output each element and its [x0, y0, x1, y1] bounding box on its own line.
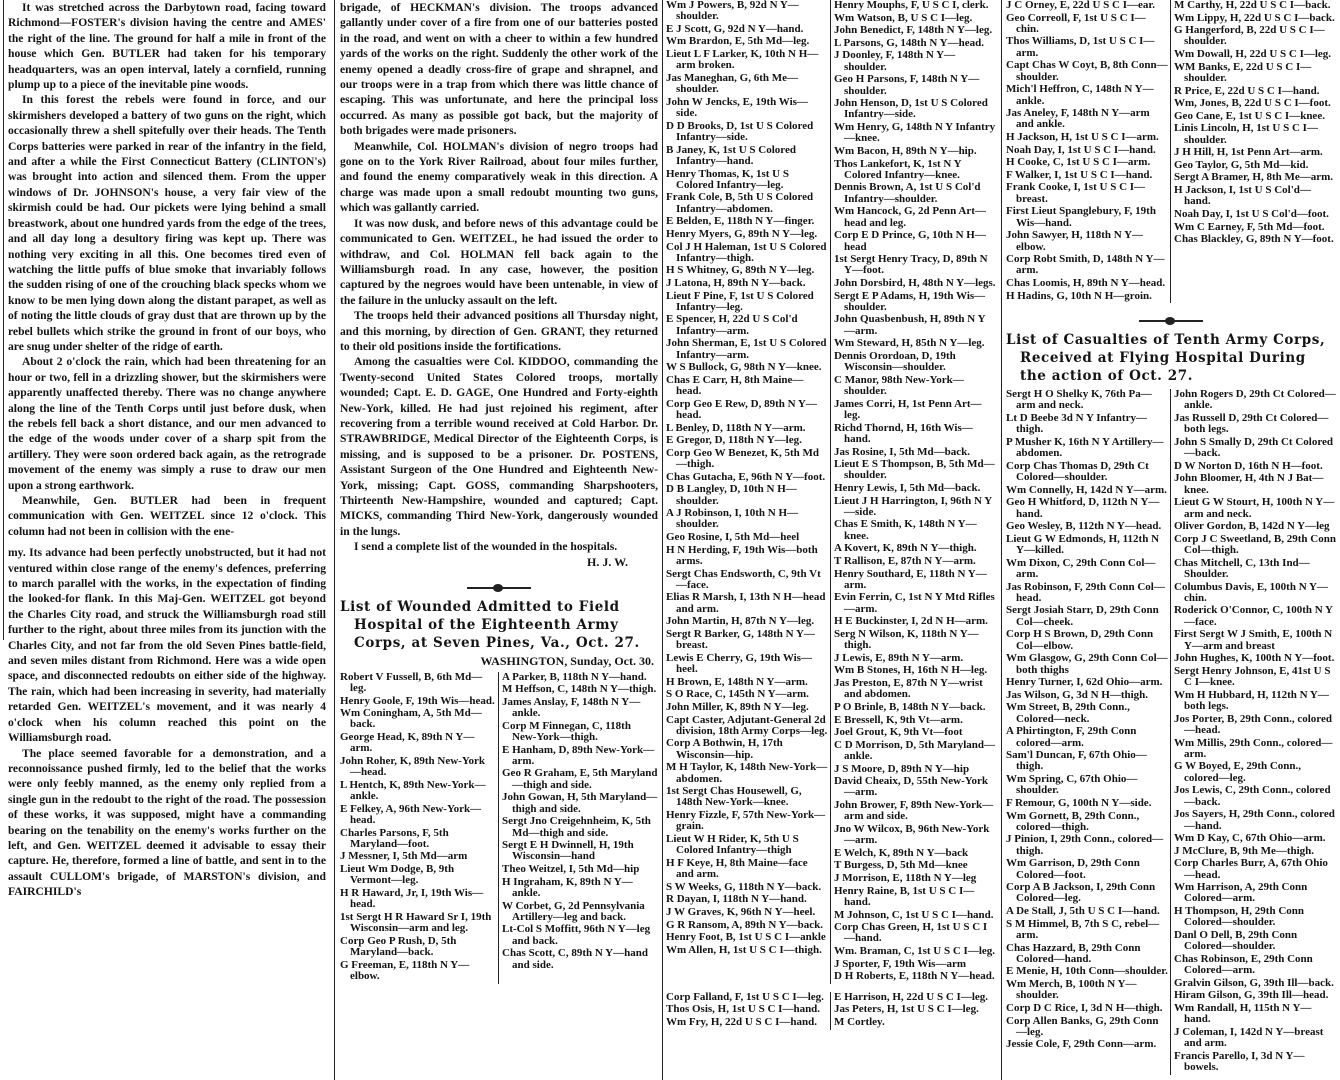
column-rule [1001, 0, 1002, 1080]
list-entry: Sam'l Duncan, F, 67th Ohio—thigh. [1006, 749, 1147, 773]
list-entry: 1st Sergt H R Haward Sr I, 19th Wisconsin—arm and leg. [340, 910, 492, 935]
list-entry: Geo Taylor, G, 5th Md—kid. [1174, 158, 1309, 171]
column-rule [662, 0, 663, 1080]
list-entry: Gralvin Gilson, G, 39th Ill—back. [1174, 976, 1334, 989]
list-entry: Jos Lewis, C, 29th Conn., colored—back. [1174, 784, 1331, 808]
list-entry: G W Boyed, E, 29th Conn., colored—leg. [1174, 760, 1302, 784]
dateline: WASHINGTON, Sunday, Oct. 30. [480, 653, 654, 668]
list-entry: Jas Preston, E, 87th N Y—wrist and abdomen. [834, 677, 983, 701]
list-entry: J H Hill, H, 1st Penn Art—arm. [1174, 146, 1323, 159]
list-entry: Joel Grout, K, 9th Vt—foot [834, 726, 963, 739]
list-entry: Henry Thomas, K, 1st U S Colored Infantry—leg. [666, 167, 789, 191]
list-entry: Corp H S Brown, D, 29th Conn Col—elbow. [1006, 628, 1154, 652]
list-entry: J S Moore, D, 89th N Y—hip [834, 762, 970, 775]
list-entry: J Coleman, I, 142d N Y—breast and arm. [1174, 1025, 1324, 1050]
list-entry: Jno W Wilcox, B, 96th New-York—arm. [834, 822, 990, 847]
list-entry: A De Stall, J, 5th U S C I—hand. [1006, 905, 1160, 918]
list-entry: Jos Porter, B, 29th Conn., colored—head. [1174, 712, 1332, 736]
paragraph: The place seemed favorable for a demonstration, and a reconnoissance pushed firmly, led to the belief that the works were only feebly manned, as the enemy only replied from a single gun in the redoubt to the right of the road. The possession of these works, it was supposed, might have a commanding bearing on the tenability on the enemy's works further on the left, and Gen. WEITZEL deemed it advisable to essay their capture. He, therefore, formed a line of battle, and sent in to the assault CULLOM's brigade, of MARSTON's division, and FAIRCHILD's [8, 746, 326, 899]
list-right-column [831, 992, 996, 1030]
list-entry: Geo Wesley, B, 112th N Y—head. [1006, 520, 1162, 533]
list-entry: H Brown, E, 148th N Y—arm. [666, 675, 808, 688]
list-entry: G Hangerford, B, 22d U S C I—shoulder. [1174, 24, 1325, 48]
list-entry: Oliver Gordon, B, 142d N Y—leg [1174, 520, 1330, 533]
list-entry: John Benedict, F, 148th N Y—leg. [834, 24, 993, 37]
list-entry: Geo H Parsons, F, 148th N Y—shoulder. [834, 73, 980, 97]
list-entry: H R Haward, Jr, I, 19th Wis—head. [340, 886, 484, 911]
list-entry: W Corbet, G, 2d Pennsylvania Artillery—leg and back. [502, 899, 645, 923]
list-entry: Lieut W H Rider, K, 5th U S Colored Infantry—thigh [666, 832, 799, 857]
list-entry: John W Jencks, E, 19th Wis—side. [666, 95, 808, 120]
list-entry: E J Scott, G, 92d N Y—hand. [666, 22, 804, 35]
list-entry: H N Herding, F, 19th Wis—both arms. [666, 543, 818, 567]
casualty-list [1006, 389, 1336, 1074]
list-entry: L Parsons, G, 148th N Y—head. [834, 36, 984, 49]
list-entry: Wm C Earney, F, 5th Md—foot. [1174, 220, 1325, 233]
list-entry: Roderick O'Connor, C, 100th N Y—face. [1174, 604, 1334, 628]
list-entry: H Thompson, H, 29th Conn Colored—shoulder. [1174, 905, 1305, 929]
list-entry: Dennis Orordoan, D, 19th Wisconsin—shoulder. [834, 349, 956, 374]
list-entry: Wm H Hubbard, H, 112th N Y—both legs. [1174, 688, 1329, 713]
paragraph: It was stretched across the Darbytown road, facing toward Richmond—FOSTER's division having the centre and AMES' the right of the line. The ground for half a mile in front of the house which Gen. BUTLER had taken for his temporary headquarters, was an open interval, lately a cornfield, running plump up to a piece of the inevitable pine woods. [8, 1, 326, 92]
list-entry: J Lewis, E, 89th N Y—arm. [834, 651, 964, 664]
list-entry: Sergt E P Adams, H, 19th Wis—shoulder. [834, 289, 986, 313]
wounded-list [1006, 0, 1336, 303]
list-entry: J W Graves, K, 96th N Y—heel. [666, 905, 816, 918]
list-entry: Henry Myers, G, 89th N Y—leg. [666, 227, 818, 240]
list-entry: John Brower, F, 89th New-York—arm and side. [834, 799, 994, 823]
list-entry: John Quasbenbush, H, 89th N Y—arm. [834, 313, 986, 337]
paragraph: brigade, of HECKMAN's division. The troops advanced gallantly under cover of a fire from one of our batteries posted in the road, and went on with a cheer to within a few hundred yards of the works on the right. Suddenly the other work of the enemy opened a deadly cross-fire of grape and shrapnel, and our troops were in a trap from which there was little chance of escaping. This was unfortunate, and here the principal loss occurred. As many as possible got back, but the majority of both brigades were made prisoners. [340, 1, 658, 138]
list-entry: John Rogers D, 29th Ct Colored—ankle. [1174, 388, 1336, 412]
list-entry: H Jackson, I, 1st U S Col'd—hand. [1174, 184, 1311, 208]
list-entry: Wm Millis, 29th Conn., colored—arm. [1174, 736, 1333, 760]
list-entry: J Latona, H, 89th N Y—back. [666, 276, 806, 289]
paragraph: About 2 o'clock the rain, which had been threatening for an hour or two, fell in a drizzling shower, but the skirmishers were apparently unaffected thereby. There was no change anywhere along the line of the Tenth Corps until just before dusk, when the rebels fell back a short distance, and our men advanced to the edge of the woods under cover of a sharp spit from the artillery. They were soon ordered back again, as the retrograde movement of the enemy was simply a ruse to draw our men upon a strong earthwork. [8, 355, 326, 492]
list-entry: John Bloomer, H, 4th N J Bat—knee. [1174, 472, 1324, 496]
list-entry: Linis Lincoln, H, 1st U S C I—shoulder. [1174, 122, 1318, 146]
list-entry: Jas Maneghan, G, 6th Me—shoulder. [666, 71, 798, 96]
list-entry: Lieut Wm Dodge, B, 9th Vermont—leg. [340, 863, 455, 887]
list-entry: Lt D Beebe 3d N Y Infantry—thigh. [1006, 412, 1147, 436]
list-entry: Serg N Wilson, K, 118th N Y—thigh. [834, 627, 979, 652]
list-entry: A J Robinson, I, 10th N H—shoulder. [666, 507, 799, 531]
list-entry: P O Brinle, B, 148th N Y—back. [834, 700, 986, 713]
list-entry: Chas Hazzard, B, 29th Conn Colored—hand. [1006, 941, 1141, 965]
list-entry: Sergt R Barker, G, 148th N Y—breast. [666, 627, 815, 652]
list-entry: Corp Geo E Rew, D, 89th N Y—head. [666, 397, 817, 422]
list-entry: Wm Watson, B, U S C I—leg. [834, 11, 973, 24]
list-entry: Wm Glasgow, G, 29th Conn Col—both thighs [1006, 652, 1168, 676]
list-entry: B Janey, K, 1st U S Colored Infantry—hand. [666, 143, 796, 167]
paragraph: Among the casualties were Col. KIDDOO, commanding the Twenty-second United States Colored troops, mortally wounded; Capt. E. D. GAGE, One Hundred and Forty-eighth New-York, killed. He had just rejoined his regiment, after recovering from a terrible wound received at Cold Harbor. Dr. STRAWBRIDGE, Medical Director of the Eighteenth Corps, is missing, and is supposed to be a prisoner. Dr. POSTENS, Assistant Surgeon of the One Hundred and Eighteenth New-York, missing; Capt. GOSS, commanding Sharpshooters, Thirteenth New-Hampshire, wounded and captured; Capt. MICKS, commanding Third New-York, dangerously wounded in the lungs. [340, 355, 658, 538]
list-left-column [1006, 0, 1171, 303]
wounded-list [666, 0, 996, 984]
list-right-column [1171, 0, 1336, 303]
list-entry: Charles Parsons, F, 5th Maryland—foot. [340, 826, 449, 850]
list-entry: D B Langley, D, 10th N H—shoulder. [666, 483, 797, 507]
list-entry: Jas Peters, H, 1st U S C I—leg. [834, 1003, 979, 1016]
list-entry: Wm Dixon, C, 29th Conn Col—arm. [1006, 556, 1156, 580]
list-entry: W S Bullock, G, 98th N Y—knee. [666, 361, 822, 374]
list-entry: Corp Falland, F, 1st U S C I—leg. [666, 990, 824, 1003]
list-entry: E Felkey, A, 96th New-York—head. [340, 802, 482, 826]
list-entry: S M Himmel, B, 7th S C, rebel—arm. [1006, 917, 1160, 941]
list-entry: M Cortley. [834, 1015, 885, 1028]
list-right-column [831, 0, 996, 984]
list-entry: John Gowan, H, 5th Maryland—thigh and side. [502, 791, 658, 815]
list-entry: John Martin, H, 87th N Y—leg. [666, 615, 815, 628]
paragraph: It was now dusk, and before news of this advantage could be communicated to Gen. WEITZEL, he had issued the order to withdraw, and Col. HOLMAN fell back again to the Williamsburgh road. In any case, however, the position captured by the negroes would have been untenable, in view of the failure in the unlucky assault on the left. [340, 216, 658, 307]
list-entry: A Parker, B, 118th N Y—hand. [502, 670, 647, 683]
list-entry: Lieut G W Stourt, H, 100th N Y—arm and neck. [1174, 496, 1335, 520]
article-column-1 [8, 0, 326, 1080]
list-entry: Elias R Marsh, I, 13th N H—head and arm. [666, 591, 826, 615]
list-entry: H E Buckinster, I, 2d N H—arm. [834, 615, 988, 628]
paragraph: my. Its advance had been perfectly unobstructed, but it had not ventured within close range of the enemy's defences, preferring to march parallel with the works, in the expectation of finding the looked-for flank. In this Maj-Gen. WEITZEL got beyond the Charles City road, and struck the Williamsburgh road still further to the right, about three miles from its junction with the Charles City, and not far from the old Seven Pines battle-field, and seven miles distant from Richmond. Here was a wide open space, and disconnected redoubts on either side of the highway. The rain, which had been increasing in severity, had materially retarded Gen. WEITZEL's movement, and it was nearly 4 o'clock when his column reached this point on the Williamsburgh road. [8, 546, 326, 745]
list-entry: E Menie, H, 10th Conn—shoulder. [1006, 965, 1168, 978]
list-entry: James Corri, H, 1st Penn Art—leg. [834, 397, 982, 422]
list-entry: George Head, K, 89th N Y—arm. [340, 731, 475, 755]
list-entry: Jas Robinson, F, 29th Conn Col—head. [1006, 580, 1165, 604]
list-entry: John Miller, K, 89th N Y—leg. [666, 700, 809, 713]
paragraph: Meanwhile, Col. HOLMAN's division of negro troops had gone on to the York River Railroad, about four miles further, and found the enemy comparatively weak in this direction. A charge was made upon a small redoubt mounting two guns, which was gallantly carried. [340, 139, 658, 215]
list-entry: 1st Sergt Henry Tracy, D, 89th N Y—foot. [834, 253, 988, 277]
list-entry: M H Taylor, K, 148th New-York—abdomen. [666, 761, 828, 785]
list-entry: H Cooke, C, 1st U S C I—arm. [1006, 156, 1151, 169]
list-entry: WM Banks, E, 22d U S C I—shoulder. [1174, 60, 1312, 84]
list-entry: Henry Southard, E, 118th N Y—arm. [834, 567, 987, 591]
list-entry: Henry Goole, F, 19th Wis—head. [340, 694, 495, 707]
article-column-4 [1006, 0, 1336, 1080]
list-entry: Wm Hancock, G, 2d Penn Art—head and leg. [834, 205, 986, 229]
list-entry: E Bressell, K, 9th Vt—arm. [834, 713, 963, 726]
list-entry: E Harrison, H, 22d U S C I—leg. [834, 990, 989, 1003]
list-entry: Henry Lewis, I, 5th Md—back. [834, 482, 981, 494]
list-entry: J Doonley, F, 148th N Y—shoulder. [834, 49, 956, 73]
list-entry: J McClure, B, 9th Me—thigh. [1174, 844, 1315, 857]
list-entry: Henry Fizzle, F, 57th New-York—grain. [666, 809, 826, 833]
list-entry: First Sergt W J Smith, E, 100th N Y—arm and breast [1174, 628, 1333, 652]
list-entry: Jas Aneley, F, 148th N Y—arm and ankle. [1006, 107, 1150, 131]
list-entry: Wm Harrison, A, 29th Conn Colored—arm. [1174, 881, 1308, 905]
list-entry: J Messner, I, 5th Md—arm [340, 850, 468, 863]
list-entry: David Cheaix, D, 55th New-York—arm. [834, 775, 988, 799]
list-entry: C Manor, 98th New-York—shoulder. [834, 373, 964, 398]
list-entry: Geo H Whitford, D, 112th N Y—hand. [1006, 496, 1160, 520]
list-entry: P Musher K, 16th N Y Artillery—abdomen. [1006, 435, 1164, 460]
list-entry: Col J H Haleman, 1st U S Colored Infantry—thigh. [666, 240, 827, 264]
list-entry: Dennis Brown, A, 1st U S Col'd Infantry—shoulder. [834, 181, 981, 205]
list-entry: Chas Robinson, E, 29th Conn Colored—arm. [1174, 952, 1313, 977]
list-entry: Noah Day, I, 1st U S C I—hand. [1006, 143, 1156, 156]
list-entry: M Heffson, C, 148th N Y—thigh. [502, 683, 657, 696]
list-heading: List of Casualties of Tenth Army Corps, Received at Flying Hospital During the action of Oct. 27. [1006, 332, 1326, 385]
list-entry: E Gregor, D, 118th N Y—leg. [666, 434, 802, 447]
list-entry: John Dorsbird, H, 48th N Y—legs. [834, 276, 996, 289]
list-entry: Chas Blackley, G, 89th N Y—foot. [1174, 233, 1334, 246]
list-entry: A Phirtington, F, 29th Conn colored—arm. [1006, 725, 1137, 749]
list-entry: T Burgess, D, 5th Md—knee [834, 859, 968, 872]
list-entry: Geo Cane, E, 1st U S C I—knee. [1174, 109, 1325, 122]
list-entry: Corp A Bothwin, H, 17th Wisconsin—hip. [666, 737, 783, 761]
list-entry: Wm Henry, G, 148th N Y Infantry—knee. [834, 121, 996, 145]
list-entry: Henry Turner, I, 62d Ohio—arm. [1006, 676, 1163, 689]
list-entry: Richd Thornd, H, 16th Wis—hand. [834, 421, 973, 445]
list-entry: H Hadins, G, 10th N H—groin. [1006, 289, 1152, 302]
list-entry: T Rallison, E, 87th N Y—arm. [834, 554, 976, 567]
list-entry: Sergt Henry Johnson, E, 41st U S C I—knee. [1174, 664, 1331, 689]
list-entry: Lieut L F Larker, K, 10th N H—arm broken. [666, 48, 819, 72]
list-entry: Thos Lankefort, K, 1st N Y Colored Infantry—knee. [834, 157, 962, 181]
list-entry: Jas Rosine, I, 5th Md—back. [834, 445, 970, 458]
list-entry: Capt Caster, Adjutant-General 2d division, 18th Army Corps—leg. [666, 713, 828, 737]
list-entry: E Spencer, H, 22d U S Col'd Infantry—arm. [666, 313, 798, 337]
list-entry: J Sporter, F, 19th Wis—arm [834, 957, 967, 970]
list-entry: A Kovert, K, 89th N Y—thigh. [834, 542, 977, 555]
list-entry: Wm D Kay, C, 67th Ohio—arm. [1174, 832, 1326, 845]
list-entry: E Welch, K, 89th N Y—back [834, 846, 969, 859]
list-entry: Noah Day, I, 1st U S Col'd—foot. [1174, 207, 1329, 220]
list-entry: Frank Cooke, I, 1st U S C I—breast. [1006, 181, 1146, 205]
list-entry: Chas Gutacha, E, 96th N Y—foot. [666, 470, 826, 483]
list-entry: Sergt H O Shelky K, 76th Pa—arm and neck. [1006, 388, 1152, 412]
list-entry: John S Smally D, 29th Ct Colored—back. [1174, 435, 1334, 460]
list-entry: E Hanham, D, 89th New-York—arm. [502, 743, 655, 767]
list-entry: G R Ransom, A, 89th N Y—back. [666, 918, 823, 931]
list-entry: Wm Steward, H, 85th N Y—leg. [834, 337, 985, 350]
list-entry: Wm Gornett, B, 29th Conn., colored—thigh. [1006, 809, 1140, 833]
list-entry: D W Norton D, 16th N H—foot. [1174, 459, 1323, 472]
list-entry: Wm Bacon, H, 89th N Y—hip. [834, 144, 977, 157]
list-entry: Henry Foot, B, 1st U S C I—ankle [666, 931, 826, 944]
list-entry: Lieut G W Edmonds, H, 112th N Y—killed. [1006, 532, 1160, 557]
list-entry: Theo Weitzel, I, 5th Md—hip [502, 863, 640, 876]
list-entry: Sergt Jno Creigehnheim, K, 5th Md—thigh and side. [502, 815, 651, 839]
list-entry: Wm Randall, H, 115th N Y—hand. [1174, 1001, 1312, 1026]
list-entry: J C Orney, E, 22d U S C I—ear. [1006, 0, 1156, 11]
paragraph: I send a complete list of the wounded in the hospitals. [354, 540, 618, 554]
list-entry: Corp Geo W Benezet, K, 5th Md—thigh. [666, 446, 819, 471]
list-entry: Corp Robt Smith, D, 148th N Y—arm. [1006, 253, 1165, 277]
list-entry: L Benley, D, 118th N Y—arm. [666, 421, 806, 434]
list-entry: Chas Mitchell, C, 13th Ind—Shoulder. [1174, 556, 1310, 580]
list-entry: Corp Chas Thomas D, 29th Ct Colored—shoulder. [1006, 459, 1149, 484]
list-entry: D H Roberts, E, 118th N Y—head. [834, 970, 995, 983]
list-entry: Jos Sayers, H, 29th Conn., colored—hand. [1174, 808, 1335, 832]
list-left-column [666, 0, 831, 984]
list-entry: Henry Raine, B, 1st U S C I—hand. [834, 884, 975, 908]
list-entry: E Belden, E, 118th N Y—finger. [666, 215, 815, 228]
list-entry: Wm Allen, H, 1st U S C I—thigh. [666, 943, 822, 956]
list-heading: List of Wounded Admitted to Field Hospital of the Eighteenth Army Corps, at Seven Pines, Va., Oct. 27. [340, 598, 640, 651]
article-column-2 [340, 0, 658, 1080]
list-entry: Wm J Powers, B, 92d N Y—shoulder. [666, 0, 799, 23]
paragraph: The troops held their advanced positions all Thursday night, and this morning, by direction of Gen. GRANT, they returned to their old positions inside the fortifications. [340, 309, 658, 353]
list-left-column [1006, 389, 1171, 1074]
list-entry: Chas Scott, C, 89th N Y—hand and side. [502, 947, 648, 971]
list-entry: H F Keye, H, 8th Maine—face and arm. [666, 856, 808, 881]
list-entry: Jas Wilson, G, 3d N H—thigh. [1006, 688, 1149, 701]
list-entry: Wm Coningham, A, 5th Md—back. [340, 707, 482, 731]
list-right-column [499, 672, 658, 984]
list-entry: Wm Lippy, H, 22d U S C I—back. [1174, 11, 1335, 24]
list-entry: Henry Mouphs, F, U S C I, clerk. [834, 0, 989, 11]
list-entry: Wm Merch, B, 100th N Y—shoulder. [1006, 978, 1137, 1002]
list-entry: Wm. Braman, C, 1st U S C I—leg. [834, 945, 996, 957]
list-entry: Wm Garrison, D, 29th Conn Colored—foot. [1006, 857, 1140, 881]
list-entry: Sergt E H Dwinnell, H, 19th Wisconsin—hand [502, 839, 634, 863]
list-entry: Wm Fry, H, 22d U S C I—hand. [666, 1015, 817, 1028]
wounded-list [666, 992, 996, 1030]
list-entry: Wm Street, B, 29th Conn., Colored—neck. [1006, 701, 1130, 725]
paragraph: In this forest the rebels were found in force, and our skirmishers developed a battery of two guns on the right, which occasionally threw a shell spitefully over their heads. The Tenth Corps batteries were parked in rear of the infantry in the field, and after a while the First Connecticut Battery (CLINTON's) was brought into action and silenced them. From the upper windows of Dr. JOHNSON's house, a very fair view of the skirmish could be had. Our pickets were lying behind a small breastwork, about one hundred yards from the edge of the trees, and all day long a desultory firing was kept up. There was nothing very exciting in all this. One becomes tired even of watching the little puffs of blue smoke that invariably follows the sudden rising of one of the crouching black specks whom we know to be men lying down along the distant parapet, as well as of noting the little clouds of gray dust that are thrown up by the rebel bullets which strike the ground in front of our boys, who are snug under shelter of the ridge of earth. [8, 93, 326, 353]
list-entry: Wm B Stones, H, 16th N H—leg. [834, 664, 988, 677]
column-rule [334, 0, 335, 1080]
list-entry: Jessie Cole, F, 29th Conn—arm. [1006, 1038, 1157, 1051]
list-entry: John Henson, D, 1st U S Colored Infantry—side. [834, 97, 988, 121]
list-entry: C D Morrison, D, 5th Maryland—ankle. [834, 738, 996, 762]
list-entry: J Pinion, I, 29th Conn., colored—thigh. [1006, 833, 1164, 857]
list-left-column [340, 672, 499, 984]
list-entry: Geo Correoll, F, 1st U S C I—chin. [1006, 11, 1146, 35]
list-entry: Corp Charles Burr, A, 67th Ohio—head. [1174, 857, 1328, 881]
list-left-column [666, 992, 831, 1030]
list-entry: S O Race, C, 145th N Y—arm. [666, 688, 809, 701]
list-entry: Corp M Finnegan, C, 118th New-York—thigh. [502, 719, 631, 743]
list-entry: John Sawyer, H, 118th N Y—elbow. [1006, 229, 1144, 253]
list-entry: Lieut F Pine, F, 1st U S Colored Infantry—leg. [666, 289, 814, 313]
list-entry: Jas Russell D, 29th Ct Colored—both legs. [1174, 412, 1329, 436]
list-entry: John Sherman, E, 1st U S Colored Infantry—arm. [666, 337, 827, 361]
list-entry: Chas E Smith, K, 148th N Y—knee. [834, 518, 977, 542]
list-entry: Corp Allen Banks, G, 29th Conn—leg. [1006, 1014, 1159, 1038]
column-rule [3, 0, 4, 640]
list-entry: John Roher, K, 89th New-York—head. [340, 754, 486, 779]
paragraph: Meanwhile, Gen. BUTLER had been in frequent communication with Gen. WEITZEL since 12 o'clock. This column had not been in collision with the ene- [8, 494, 326, 538]
list-entry: Thos Williams, D, 1st U S C I—arm. [1006, 35, 1155, 59]
ornamental-rule [1006, 309, 1336, 327]
list-entry: Robert V Fussell, B, 6th Md—leg. [340, 670, 483, 694]
list-entry: Wm Connelly, H, 142d N Y—arm. [1006, 483, 1167, 496]
list-entry: Lewis E Cherry, G, 19th Wis—heel. [666, 651, 812, 676]
list-entry: Wm Brardon, E, 5th Md—leg. [666, 35, 810, 48]
list-entry: Lieut E S Thompson, B, 5th Md—shoulder. [834, 458, 995, 482]
list-entry: Evin Ferrin, C, 1st N Y Mtd Rifles—arm. [834, 591, 995, 615]
list-entry: M Johnson, C, 1st U S C I—hand. [834, 908, 994, 921]
list-entry: Sergt A Bramer, H, 8th Me—arm. [1174, 171, 1334, 184]
list-entry: Mich'l Heffron, C, 148th N Y—ankle. [1006, 83, 1154, 107]
wounded-list [340, 672, 658, 984]
list-entry: Francis Parello, I, 3d N Y—bowels. [1174, 1049, 1305, 1073]
list-entry: Lieut J H Harrington, I, 96th N Y—side. [834, 494, 993, 518]
list-right-column [1171, 389, 1336, 1074]
list-entry: Geo R Graham, E, 5th Maryland—thigh and side. [502, 767, 658, 791]
list-entry: Columbus Davis, E, 100th N Y—chin. [1174, 580, 1328, 604]
list-entry: L Hentch, K, 89th New-York—ankle. [340, 778, 486, 803]
list-entry: Danl O Dell, B, 29th Conn Colored—shoulder. [1174, 928, 1298, 953]
list-entry: Geo Rosine, I, 5th Md—heel [666, 531, 800, 544]
list-entry: J Morrison, E, 118th N Y—leg [834, 872, 977, 885]
list-entry: James Anslay, F, 148th N Y—ankle. [502, 695, 641, 720]
list-entry: H Jackson, H, 1st U S C I—arm. [1006, 131, 1159, 144]
list-entry: John Hughes, K, 100th N Y—foot. [1174, 652, 1335, 665]
list-entry: Hiram Gilson, G, 39th Ill—head. [1174, 989, 1329, 1002]
list-entry: Frank Cole, B, 5th U S Colored Infantry—abdomen. [666, 191, 814, 215]
list-entry: F Remour, G, 100th N Y—side. [1006, 796, 1152, 809]
list-entry: First Lieut Spanglebury, F, 19th Wis—hand. [1006, 205, 1156, 229]
list-entry: Corp Geo P Rush, D, 5th Maryland—back. [340, 934, 457, 959]
list-entry: Corp D C Rice, I, 3d N H—thigh. [1006, 1001, 1163, 1014]
list-entry: Thos Osis, H, 1st U S C I—hand. [666, 1003, 821, 1016]
list-entry: M Carthy, H, 22d U S C I—back. [1174, 0, 1331, 11]
list-entry: Chas E Carr, H, 8th Maine—head. [666, 373, 804, 398]
list-entry: Corp Chas Green, H, 1st U S C I—hand. [834, 921, 988, 945]
list-entry: R Price, E, 22d U S C I—hand. [1174, 84, 1320, 97]
list-entry: Wm Spring, C, 67th Ohio—shoulder. [1006, 773, 1138, 797]
list-entry: F Walker, I, 1st U S C I—hand. [1006, 168, 1153, 181]
list-entry: Corp A B Jackson, I, 29th Conn Colored—leg. [1006, 881, 1156, 905]
list-entry: Lt-Col S Moffitt, 96th N Y—leg and back. [502, 923, 651, 947]
article-column-3 [666, 0, 996, 1080]
list-entry: H Ingraham, K, 89th N Y—ankle. [502, 875, 633, 899]
list-entry: Chas Loomis, H, 89th N Y—head. [1006, 276, 1166, 289]
list-entry: Sergt Chas Endsworth, C, 9th Vt—face. [666, 567, 821, 591]
list-entry: H S Whitney, G, 89th N Y—leg. [666, 264, 815, 277]
list-entry: Capt Chas W Coyt, B, 8th Conn—shoulder. [1006, 59, 1168, 83]
signature: H. J. W. [586, 554, 628, 569]
list-entry: Corp E D Prince, G, 10th N H—head [834, 229, 986, 253]
list-entry: G Freeman, E, 118th N Y—elbow. [340, 958, 470, 982]
list-entry: S W Weeks, G, 118th N Y—back. [666, 880, 822, 893]
list-entry: Sergt Josiah Starr, D, 29th Conn Col—cheek. [1006, 604, 1159, 628]
list-entry: Wm Dowall, H, 22d U S C I—leg. [1174, 48, 1332, 61]
ornamental-rule [340, 576, 658, 594]
list-entry: D D Brooks, D, 1st U S Colored Infantry—side. [666, 119, 814, 144]
list-entry: Corp J C Sweetland, B, 29th Conn Col—thigh. [1174, 532, 1336, 557]
list-entry: R Dayan, I, 118th N Y—hand. [666, 893, 807, 906]
list-entry: 1st Sergt Chas Housewell, G, 148th New-York—knee. [666, 785, 802, 809]
list-entry: Wm, Jones, B, 22d U S C I—foot. [1174, 97, 1331, 110]
